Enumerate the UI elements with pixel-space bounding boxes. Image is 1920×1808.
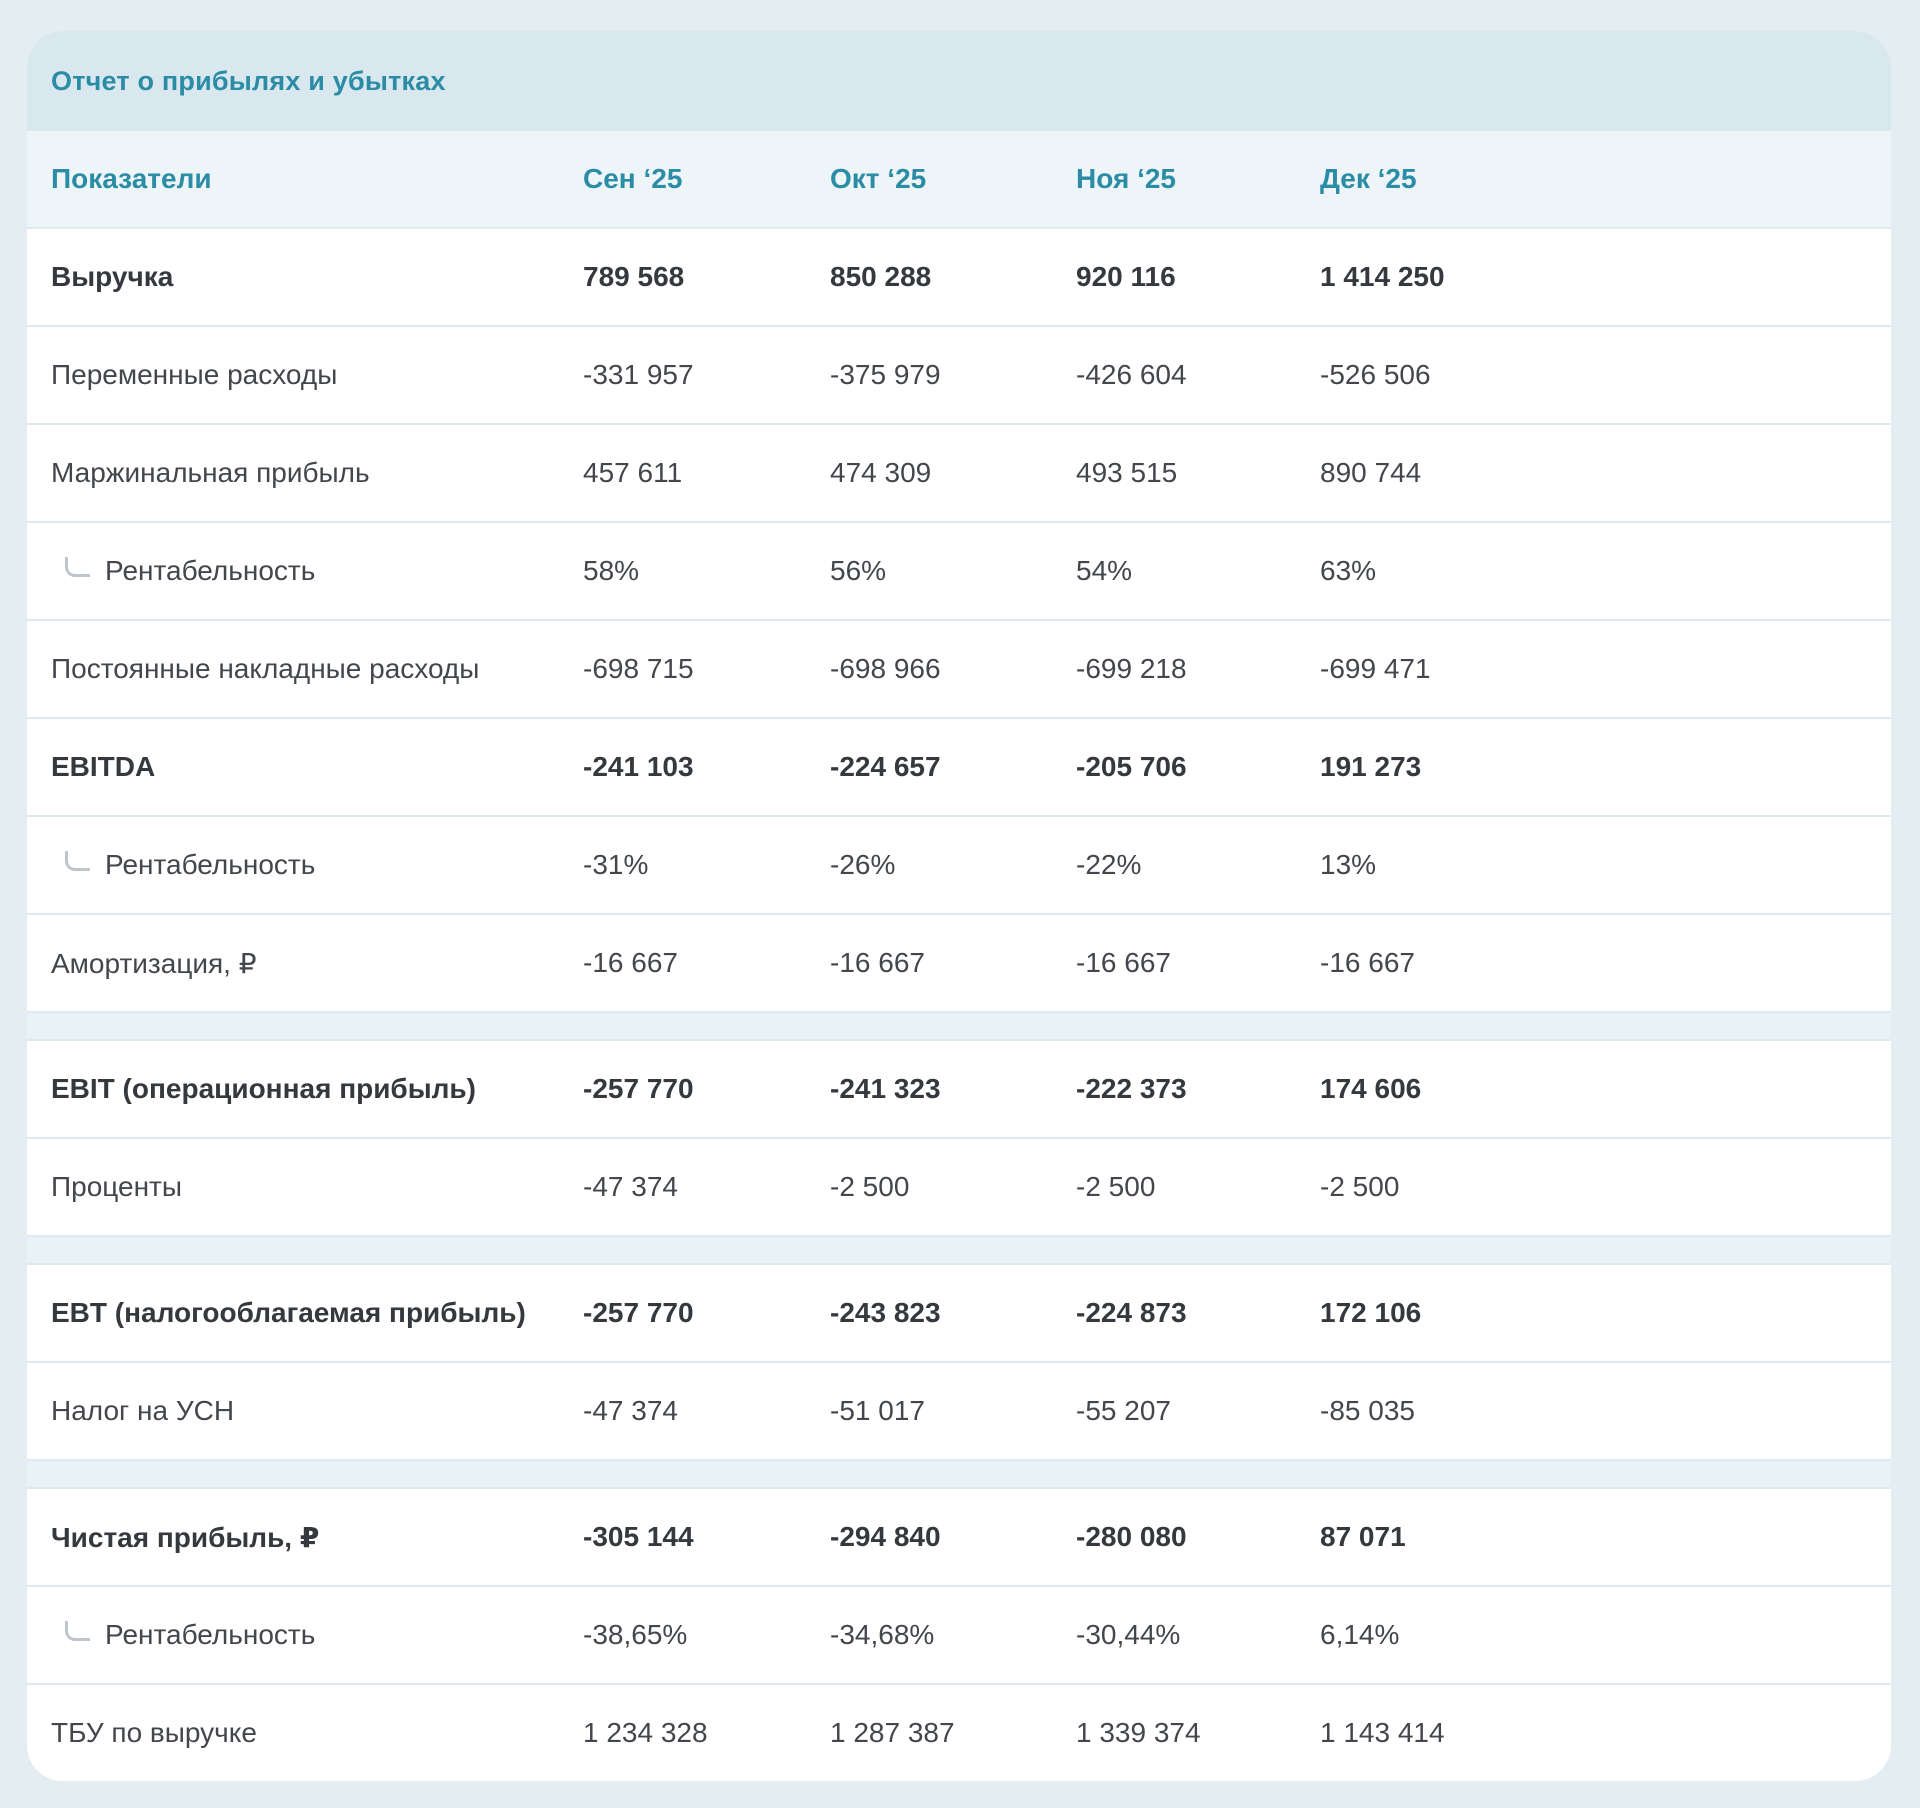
row-label — [51, 751, 583, 783]
spacer-row — [27, 1459, 1891, 1487]
row-value: -51 017 — [830, 1395, 925, 1426]
column-header-month: Дек ‘25 — [1320, 163, 1417, 194]
row-value: -698 715 — [583, 653, 694, 684]
row-label-text: Переменные расходы — [51, 359, 338, 390]
table-row — [27, 717, 1891, 815]
table-row — [27, 423, 1891, 521]
row-value: -26% — [830, 849, 896, 880]
row-value: -16 667 — [1320, 947, 1415, 978]
row-value: 474 309 — [830, 457, 932, 488]
row-value: -257 770 — [583, 1073, 694, 1104]
row-label — [51, 1297, 583, 1329]
row-label-text: Амортизация, ₽ — [51, 947, 257, 979]
row-label-text: EBT (налогооблагаемая прибыль) — [51, 1297, 526, 1328]
table-row — [27, 1263, 1891, 1361]
row-value: 1 234 328 — [583, 1717, 708, 1748]
table-row — [27, 325, 1891, 423]
row-value: -16 667 — [583, 947, 678, 978]
row-value: -257 770 — [583, 1297, 694, 1328]
row-value: -241 103 — [583, 751, 694, 782]
row-value: -30,44% — [1076, 1619, 1181, 1650]
row-value: 1 287 387 — [830, 1717, 955, 1748]
row-label — [51, 1619, 583, 1651]
row-label-text: ТБУ по выручке — [51, 1717, 257, 1748]
row-label — [51, 1717, 583, 1749]
row-value: 54% — [1076, 555, 1133, 586]
row-label — [51, 1395, 583, 1427]
table-row — [27, 521, 1891, 619]
row-value: 457 611 — [583, 457, 683, 488]
row-value: -426 604 — [1076, 359, 1187, 390]
table-row — [27, 1137, 1891, 1235]
row-value: 1 339 374 — [1076, 1717, 1201, 1748]
table-row — [27, 619, 1891, 717]
row-value: -222 373 — [1076, 1073, 1187, 1104]
row-value: 890 744 — [1320, 457, 1422, 488]
column-header-indicators: Показатели — [51, 163, 212, 194]
row-label-text: Проценты — [51, 1171, 182, 1202]
table-row — [27, 1487, 1891, 1585]
row-label-text: EBITDA — [51, 751, 156, 782]
row-label-text: Рентабельность — [105, 1619, 316, 1650]
row-value: -224 657 — [830, 751, 941, 782]
table-row — [27, 1039, 1891, 1137]
row-value: -47 374 — [583, 1395, 678, 1426]
row-value: 174 606 — [1320, 1073, 1422, 1104]
row-label-text: Рентабельность — [105, 849, 316, 880]
pnl-table-body — [27, 227, 1891, 1781]
row-value: 191 273 — [1320, 751, 1422, 782]
table-row — [27, 1683, 1891, 1781]
row-value: 172 106 — [1320, 1297, 1422, 1328]
table-row — [27, 815, 1891, 913]
row-value: 87 071 — [1320, 1521, 1406, 1552]
card-title: Отчет о прибылях и убытках — [51, 65, 446, 96]
row-label-text: Чистая прибыль, ₽ — [51, 1521, 320, 1553]
row-value: 13% — [1320, 849, 1377, 880]
table-row — [27, 1361, 1891, 1459]
row-value: 920 116 — [1076, 261, 1176, 292]
row-value: 850 288 — [830, 261, 932, 292]
indent-corner-icon — [65, 557, 90, 577]
row-value: -55 207 — [1076, 1395, 1171, 1426]
row-label-text: Рентабельность — [105, 555, 316, 586]
row-value: -22% — [1076, 849, 1142, 880]
row-value: -375 979 — [830, 359, 941, 390]
row-value: -31% — [583, 849, 649, 880]
row-value: 56% — [830, 555, 887, 586]
pnl-report-card — [27, 31, 1891, 1781]
row-value: 789 568 — [583, 261, 685, 292]
table-row — [27, 913, 1891, 1011]
row-value: -699 471 — [1320, 653, 1431, 684]
row-label — [51, 653, 583, 685]
row-label — [51, 261, 583, 293]
row-value: -224 873 — [1076, 1297, 1187, 1328]
row-label — [51, 555, 583, 587]
row-label — [51, 849, 583, 881]
row-label — [51, 947, 583, 980]
row-value: 493 515 — [1076, 457, 1178, 488]
table-row — [27, 1585, 1891, 1683]
row-value: -698 966 — [830, 653, 941, 684]
spacer-row — [27, 1235, 1891, 1263]
row-value: 1 414 250 — [1320, 261, 1445, 292]
row-label-text: Выручка — [51, 261, 174, 292]
indent-corner-icon — [65, 851, 90, 871]
table-row — [27, 227, 1891, 325]
row-label — [51, 1073, 583, 1105]
row-value: -85 035 — [1320, 1395, 1415, 1426]
row-value: -16 667 — [1076, 947, 1171, 978]
row-value: -34,68% — [830, 1619, 935, 1650]
row-value: 1 143 414 — [1320, 1717, 1445, 1748]
row-label-text: Постоянные накладные расходы — [51, 653, 480, 684]
row-value: -47 374 — [583, 1171, 678, 1202]
row-label — [51, 457, 583, 489]
row-label — [51, 1521, 583, 1554]
row-value: -205 706 — [1076, 751, 1187, 782]
row-value: 63% — [1320, 555, 1377, 586]
spacer-row — [27, 1011, 1891, 1039]
row-value: -331 957 — [583, 359, 694, 390]
column-header-month: Ноя ‘25 — [1076, 163, 1176, 194]
row-label-text: Маржинальная прибыль — [51, 457, 370, 488]
row-label — [51, 359, 583, 391]
row-value: -294 840 — [830, 1521, 941, 1552]
column-header-month: Окт ‘25 — [830, 163, 927, 194]
row-value: 58% — [583, 555, 640, 586]
row-value: -241 323 — [830, 1073, 941, 1104]
row-value: -16 667 — [830, 947, 925, 978]
row-value: -280 080 — [1076, 1521, 1187, 1552]
indent-corner-icon — [65, 1621, 90, 1641]
row-value: -243 823 — [830, 1297, 941, 1328]
card-header — [27, 31, 1891, 131]
column-header-month: Сен ‘25 — [583, 163, 683, 194]
row-label-text: EBIT (операционная прибыль) — [51, 1073, 476, 1104]
row-value: -2 500 — [1320, 1171, 1400, 1202]
row-value: -699 218 — [1076, 653, 1187, 684]
row-value: 6,14% — [1320, 1619, 1400, 1650]
row-value: -526 506 — [1320, 359, 1431, 390]
row-label — [51, 1171, 583, 1203]
row-value: -305 144 — [583, 1521, 694, 1552]
table-header-row — [27, 131, 1891, 227]
row-value: -38,65% — [583, 1619, 688, 1650]
row-value: -2 500 — [1076, 1171, 1156, 1202]
row-value: -2 500 — [830, 1171, 910, 1202]
row-label-text: Налог на УСН — [51, 1395, 235, 1426]
